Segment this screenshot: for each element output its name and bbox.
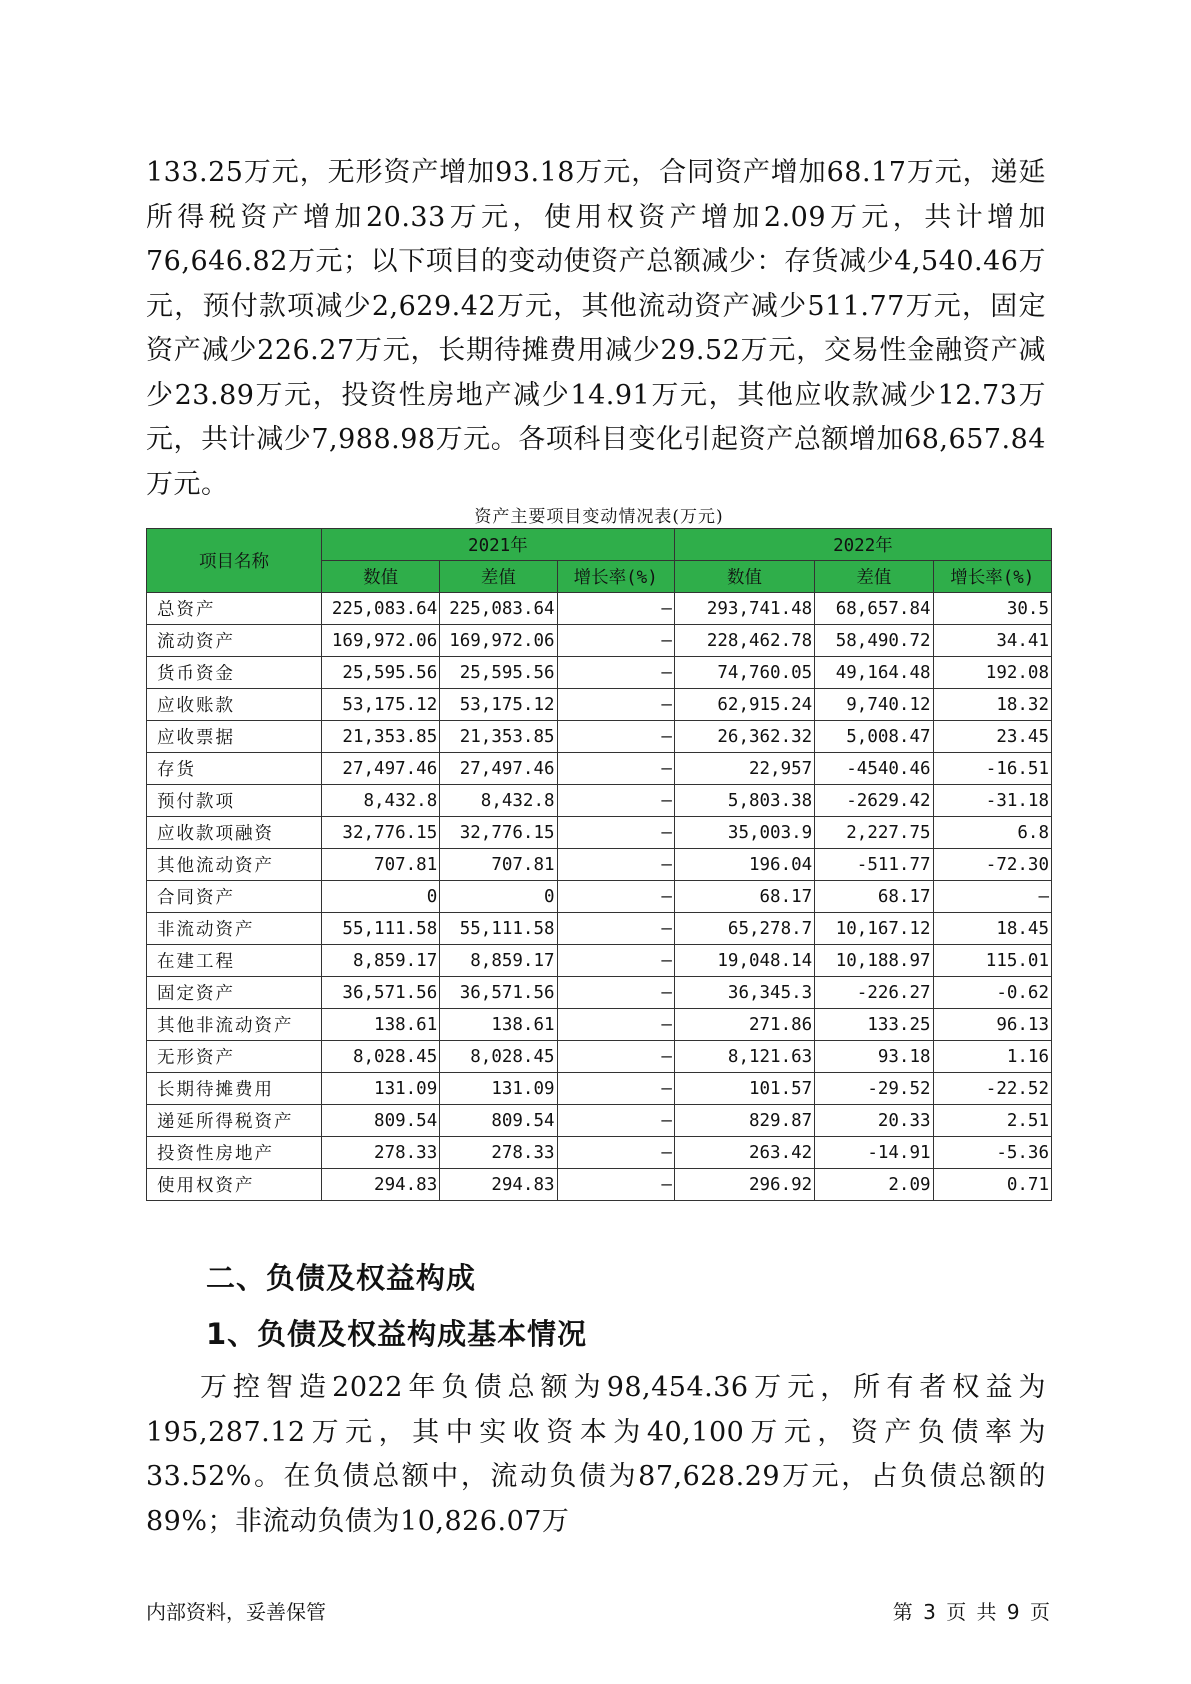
cell-value-2022: 26,362.32 — [674, 721, 814, 753]
cell-value-2021: 0 — [321, 881, 439, 913]
header-diff-2022: 差值 — [815, 561, 933, 593]
cell-item-name: 递延所得税资产 — [147, 1105, 322, 1137]
cell-growth-2022: -22.52 — [933, 1073, 1051, 1105]
cell-growth-2022: -0.62 — [933, 977, 1051, 1009]
cell-item-name: 总资产 — [147, 593, 322, 625]
table-row — [147, 881, 1052, 913]
cell-diff-2022: -14.91 — [815, 1137, 933, 1169]
cell-growth-2021: – — [557, 625, 674, 657]
cell-value-2021: 809.54 — [321, 1105, 439, 1137]
cell-diff-2021: 278.33 — [440, 1137, 557, 1169]
table-row — [147, 1137, 1052, 1169]
cell-value-2021: 8,432.8 — [321, 785, 439, 817]
cell-diff-2021: 8,028.45 — [440, 1041, 557, 1073]
cell-growth-2022: 192.08 — [933, 657, 1051, 689]
cell-diff-2021: 8,859.17 — [440, 945, 557, 977]
cell-value-2022: 74,760.05 — [674, 657, 814, 689]
cell-growth-2021: – — [557, 817, 674, 849]
cell-diff-2021: 55,111.58 — [440, 913, 557, 945]
cell-value-2021: 225,083.64 — [321, 593, 439, 625]
cell-value-2021: 8,028.45 — [321, 1041, 439, 1073]
cell-growth-2022: -31.18 — [933, 785, 1051, 817]
cell-growth-2022: 18.45 — [933, 913, 1051, 945]
cell-item-name: 固定资产 — [147, 977, 322, 1009]
cell-diff-2021: 25,595.56 — [440, 657, 557, 689]
cell-diff-2022: 20.33 — [815, 1105, 933, 1137]
cell-growth-2022: – — [933, 881, 1051, 913]
cell-value-2021: 8,859.17 — [321, 945, 439, 977]
cell-item-name: 应收账款 — [147, 689, 322, 721]
cell-item-name: 应收款项融资 — [147, 817, 322, 849]
cell-growth-2021: – — [557, 913, 674, 945]
cell-diff-2022: 9,740.12 — [815, 689, 933, 721]
cell-value-2022: 8,121.63 — [674, 1041, 814, 1073]
table-row — [147, 1169, 1052, 1201]
cell-diff-2022: -226.27 — [815, 977, 933, 1009]
cell-value-2021: 138.61 — [321, 1009, 439, 1041]
cell-value-2021: 27,497.46 — [321, 753, 439, 785]
cell-value-2022: 196.04 — [674, 849, 814, 881]
cell-value-2021: 131.09 — [321, 1073, 439, 1105]
table-row — [147, 785, 1052, 817]
cell-diff-2021: 8,432.8 — [440, 785, 557, 817]
cell-value-2022: 271.86 — [674, 1009, 814, 1041]
cell-diff-2021: 138.61 — [440, 1009, 557, 1041]
cell-diff-2022: 133.25 — [815, 1009, 933, 1041]
footer-confidential-note: 内部资料，妥善保管 — [146, 1600, 326, 1624]
table-row — [147, 689, 1052, 721]
header-value-2022: 数值 — [674, 561, 814, 593]
cell-diff-2021: 707.81 — [440, 849, 557, 881]
cell-value-2022: 293,741.48 — [674, 593, 814, 625]
cell-growth-2021: – — [557, 689, 674, 721]
footer-page-number: 第 3 页 共 9 页 — [892, 1600, 1050, 1624]
cell-diff-2022: 5,008.47 — [815, 721, 933, 753]
body-paragraph: 万控智造2022年负债总额为98,454.36万元，所有者权益为195,287.12万元，其中实收资本为40,100万元，资产负债率为33.52%。在负债总额中，流动负债为87,628.29万元，占负债总额的89%；非流动负债为10,826.07万 — [146, 1372, 1046, 1537]
cell-value-2022: 68.17 — [674, 881, 814, 913]
cell-diff-2021: 32,776.15 — [440, 817, 557, 849]
header-value-2021: 数值 — [321, 561, 439, 593]
header-growth-2022: 增长率(%) — [933, 561, 1051, 593]
cell-diff-2022: 93.18 — [815, 1041, 933, 1073]
cell-growth-2022: 18.32 — [933, 689, 1051, 721]
table-body — [147, 593, 1052, 1201]
asset-change-table — [146, 528, 1052, 1201]
cell-value-2022: 829.87 — [674, 1105, 814, 1137]
header-year-2021: 2021年 — [321, 529, 674, 561]
table-row — [147, 1105, 1052, 1137]
cell-diff-2022: 2,227.75 — [815, 817, 933, 849]
intro-paragraph: 133.25万元，无形资产增加93.18万元，合同资产增加68.17万元，递延所得税资产增加20.33万元，使用权资产增加2.09万元，共计增加76,646.82万元；以下项目的变动使资产总额减少：存货减少4,540.46万元，预付款项减少2,629.42万元，其他流动资产减少511.77万元，固定资产减少226.27万元，长期待摊费用减少29.52万元，交易性金融资产减少23.89万元，投资性房地产减少14.91万元，其他应收款减少12.73万元，共计减少7,988.98万元。各项科目变化引起资产总额增加68,657.84万元。 — [146, 157, 1046, 500]
cell-growth-2021: – — [557, 593, 674, 625]
cell-diff-2022: 68,657.84 — [815, 593, 933, 625]
header-growth-2021: 增长率(%) — [557, 561, 674, 593]
cell-growth-2021: – — [557, 721, 674, 753]
cell-value-2022: 36,345.3 — [674, 977, 814, 1009]
cell-diff-2022: 49,164.48 — [815, 657, 933, 689]
cell-diff-2022: 10,188.97 — [815, 945, 933, 977]
table-row — [147, 753, 1052, 785]
cell-growth-2022: 96.13 — [933, 1009, 1051, 1041]
cell-growth-2022: 1.16 — [933, 1041, 1051, 1073]
cell-value-2022: 263.42 — [674, 1137, 814, 1169]
cell-diff-2022: -511.77 — [815, 849, 933, 881]
cell-growth-2021: – — [557, 849, 674, 881]
table-caption: 资产主要项目变动情况表(万元) — [474, 507, 724, 527]
section-heading: 二、负债及权益构成 — [206, 1261, 477, 1295]
cell-growth-2021: – — [557, 785, 674, 817]
cell-growth-2021: – — [557, 1105, 674, 1137]
cell-diff-2021: 225,083.64 — [440, 593, 557, 625]
cell-diff-2022: -2629.42 — [815, 785, 933, 817]
subsection-heading: 1、负债及权益构成基本情况 — [206, 1317, 588, 1351]
cell-growth-2022: -72.30 — [933, 849, 1051, 881]
cell-item-name: 货币资金 — [147, 657, 322, 689]
cell-item-name: 其他非流动资产 — [147, 1009, 322, 1041]
cell-item-name: 无形资产 — [147, 1041, 322, 1073]
cell-growth-2022: 2.51 — [933, 1105, 1051, 1137]
cell-value-2022: 62,915.24 — [674, 689, 814, 721]
cell-value-2021: 278.33 — [321, 1137, 439, 1169]
cell-value-2021: 36,571.56 — [321, 977, 439, 1009]
cell-growth-2021: – — [557, 881, 674, 913]
cell-diff-2022: -29.52 — [815, 1073, 933, 1105]
cell-value-2022: 5,803.38 — [674, 785, 814, 817]
cell-growth-2022: 23.45 — [933, 721, 1051, 753]
cell-value-2022: 296.92 — [674, 1169, 814, 1201]
cell-growth-2022: 34.41 — [933, 625, 1051, 657]
cell-growth-2021: – — [557, 977, 674, 1009]
cell-diff-2022: 58,490.72 — [815, 625, 933, 657]
cell-growth-2021: – — [557, 753, 674, 785]
cell-diff-2021: 809.54 — [440, 1105, 557, 1137]
cell-diff-2021: 169,972.06 — [440, 625, 557, 657]
cell-value-2022: 19,048.14 — [674, 945, 814, 977]
cell-diff-2021: 0 — [440, 881, 557, 913]
cell-item-name: 合同资产 — [147, 881, 322, 913]
cell-growth-2021: – — [557, 657, 674, 689]
cell-diff-2022: -4540.46 — [815, 753, 933, 785]
cell-value-2021: 32,776.15 — [321, 817, 439, 849]
cell-growth-2022: 30.5 — [933, 593, 1051, 625]
cell-item-name: 使用权资产 — [147, 1169, 322, 1201]
cell-item-name: 在建工程 — [147, 945, 322, 977]
table-row — [147, 913, 1052, 945]
cell-value-2021: 55,111.58 — [321, 913, 439, 945]
table-row — [147, 1009, 1052, 1041]
cell-growth-2021: – — [557, 945, 674, 977]
cell-growth-2021: – — [557, 1169, 674, 1201]
cell-growth-2022: 6.8 — [933, 817, 1051, 849]
table-row — [147, 977, 1052, 1009]
cell-value-2022: 22,957 — [674, 753, 814, 785]
cell-diff-2022: 2.09 — [815, 1169, 933, 1201]
cell-value-2021: 169,972.06 — [321, 625, 439, 657]
cell-item-name: 预付款项 — [147, 785, 322, 817]
cell-value-2021: 294.83 — [321, 1169, 439, 1201]
cell-item-name: 应收票据 — [147, 721, 322, 753]
table-row — [147, 657, 1052, 689]
table-row — [147, 625, 1052, 657]
table-row — [147, 817, 1052, 849]
cell-value-2021: 53,175.12 — [321, 689, 439, 721]
cell-item-name: 其他流动资产 — [147, 849, 322, 881]
cell-value-2021: 21,353.85 — [321, 721, 439, 753]
cell-growth-2022: 0.71 — [933, 1169, 1051, 1201]
table-row — [147, 1041, 1052, 1073]
cell-growth-2022: -16.51 — [933, 753, 1051, 785]
cell-diff-2021: 21,353.85 — [440, 721, 557, 753]
cell-value-2021: 707.81 — [321, 849, 439, 881]
cell-diff-2021: 53,175.12 — [440, 689, 557, 721]
cell-value-2022: 35,003.9 — [674, 817, 814, 849]
header-year-2022: 2022年 — [674, 529, 1051, 561]
cell-diff-2021: 294.83 — [440, 1169, 557, 1201]
cell-growth-2021: – — [557, 1137, 674, 1169]
cell-item-name: 长期待摊费用 — [147, 1073, 322, 1105]
cell-item-name: 存货 — [147, 753, 322, 785]
header-item-name: 项目名称 — [147, 529, 322, 593]
table-row — [147, 721, 1052, 753]
cell-growth-2021: – — [557, 1073, 674, 1105]
cell-diff-2021: 36,571.56 — [440, 977, 557, 1009]
header-diff-2021: 差值 — [440, 561, 557, 593]
cell-diff-2022: 10,167.12 — [815, 913, 933, 945]
cell-diff-2021: 131.09 — [440, 1073, 557, 1105]
cell-value-2022: 65,278.7 — [674, 913, 814, 945]
cell-value-2022: 101.57 — [674, 1073, 814, 1105]
cell-growth-2022: -5.36 — [933, 1137, 1051, 1169]
cell-value-2021: 25,595.56 — [321, 657, 439, 689]
cell-growth-2021: – — [557, 1041, 674, 1073]
table-row — [147, 1073, 1052, 1105]
cell-item-name: 非流动资产 — [147, 913, 322, 945]
cell-growth-2021: – — [557, 1009, 674, 1041]
cell-diff-2021: 27,497.46 — [440, 753, 557, 785]
cell-growth-2022: 115.01 — [933, 945, 1051, 977]
table-row — [147, 593, 1052, 625]
cell-diff-2022: 68.17 — [815, 881, 933, 913]
cell-item-name: 投资性房地产 — [147, 1137, 322, 1169]
table-row — [147, 849, 1052, 881]
cell-item-name: 流动资产 — [147, 625, 322, 657]
table-row — [147, 945, 1052, 977]
cell-value-2022: 228,462.78 — [674, 625, 814, 657]
